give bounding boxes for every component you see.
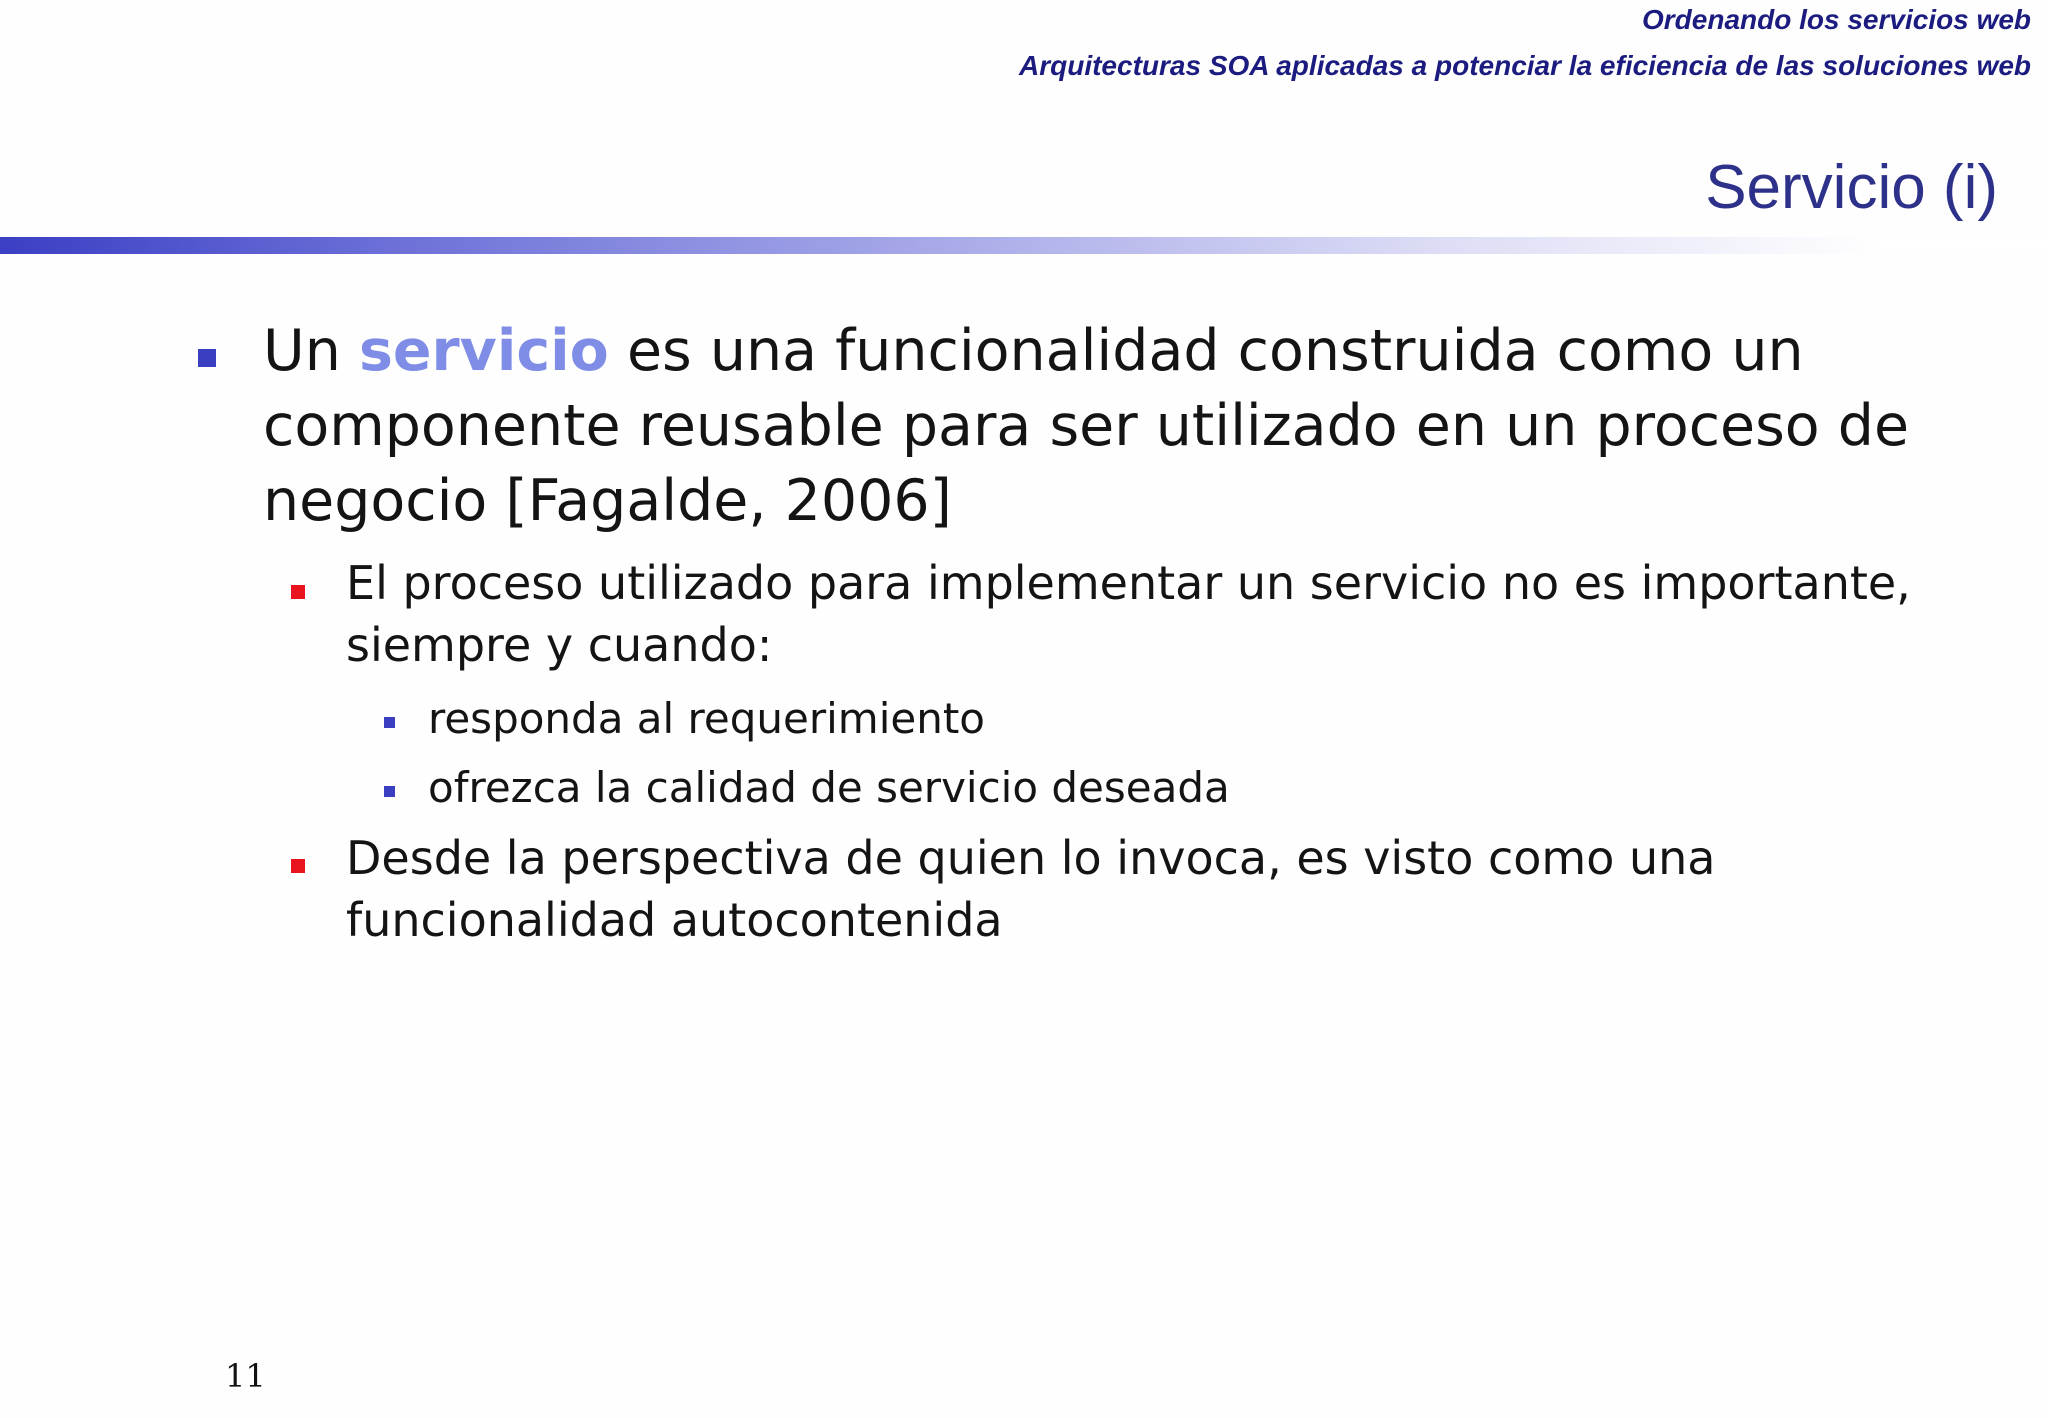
bullet-requirement: responda al requerimiento (428, 694, 985, 743)
definition-prefix: Un (263, 318, 359, 384)
header-course-title: Ordenando los servicios web (1641, 4, 2031, 35)
page-number: 11 (225, 1357, 266, 1395)
bullet-square-icon (384, 786, 395, 797)
bullet-definition-line-2: componente reusable para ser utilizado en un proceso de (263, 393, 1910, 459)
bullet-process-line-2: siempre y cuando: (346, 618, 773, 672)
bullet-definition (263, 314, 1909, 539)
title-divider-bar (0, 237, 2048, 254)
bullet-perspective-line-2: funcionalidad autocontenida (346, 893, 1003, 947)
bullet-square-icon (291, 859, 305, 873)
bullet-definition-line-1 (263, 314, 1909, 389)
bullet-perspective-line-1: Desde la perspectiva de quien lo invoca, es visto como una (346, 831, 1716, 885)
definition-line-1-rest: es una funcionalidad construida como un (608, 318, 1804, 384)
bullet-square-icon (291, 585, 305, 599)
bullet-square-icon (198, 349, 216, 367)
bullet-definition-line-3: negocio [Fagalde, 2006] (263, 468, 952, 534)
header-course-subtitle: Arquitecturas SOA aplicadas a potenciar la eficiencia de las soluciones web (1019, 50, 2031, 81)
bullet-square-icon (384, 717, 395, 728)
slide-title: Servicio (i) (1705, 153, 1998, 222)
bullet-process-line-1: El proceso utilizado para implementar un servicio no es importante, (346, 556, 1911, 610)
bullet-perspective (346, 827, 1716, 951)
definition-highlight-term: servicio (358, 318, 609, 384)
bullet-quality: ofrezca la calidad de servicio deseada (428, 763, 1230, 812)
bullet-process (346, 552, 1911, 676)
